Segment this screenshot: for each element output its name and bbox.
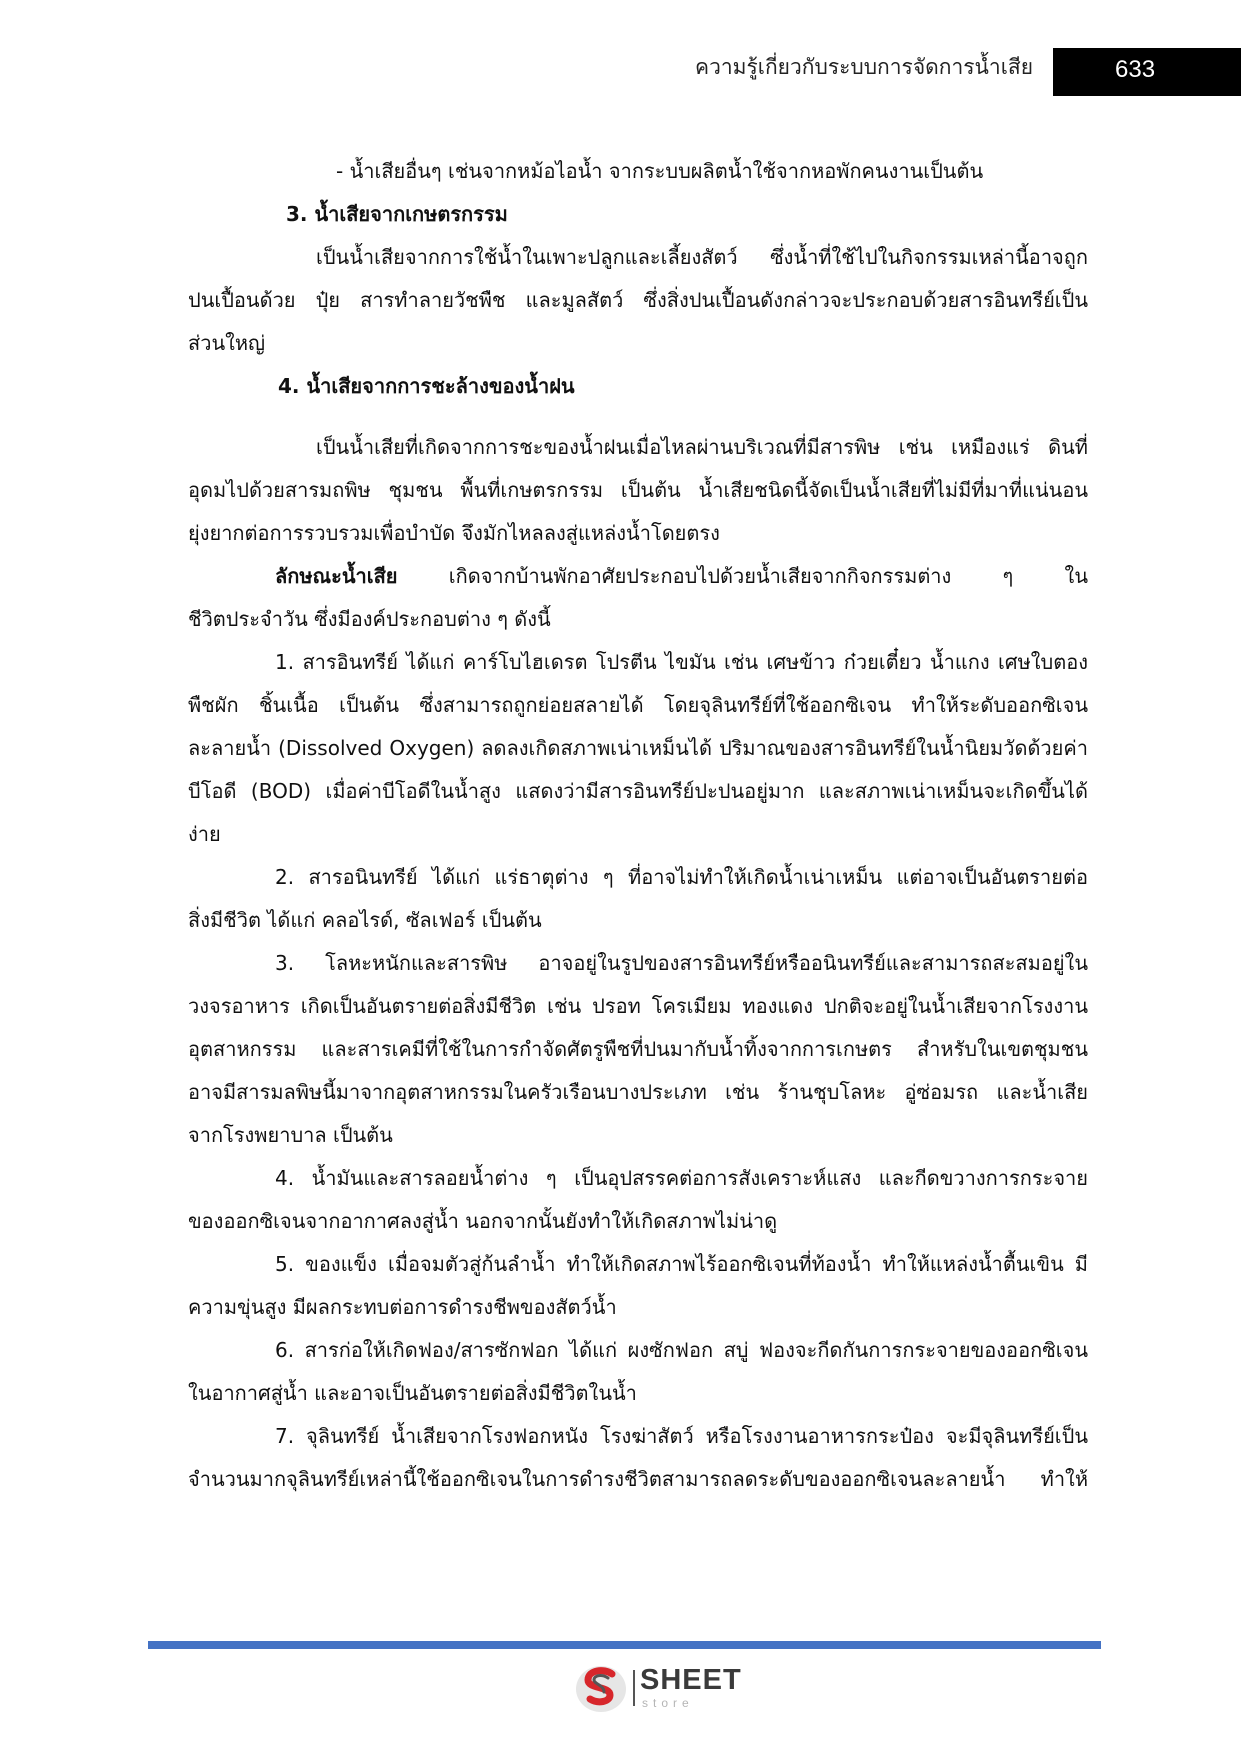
paragraph-line: เป็นน้ำเสียที่เกิดจากการชะของน้ำฝนเมื่อไหลผ่านบริเวณที่มีสารพิษ เช่น เหมืองแร่ ดินที่	[316, 435, 1088, 459]
item-5	[188, 1243, 1088, 1329]
list-item-line: 2. สารอนินทรีย์ ได้แก่ แร่ธาตุต่าง ๆ ที่อาจไม่ทำให้เกิดน้ำเน่าเหม็น แต่อาจเป็นอันตรายต่อ	[275, 865, 1088, 889]
item-7	[188, 1415, 1088, 1501]
list-item-line: วงจรอาหาร เกิดเป็นอันตรายต่อสิ่งมีชีวิต เช่น ปรอท โครเมียม ทองแดง ปกติจะอยู่ในน้ำเสียจากโรงงาน	[188, 994, 1088, 1018]
page-number: 633	[1115, 56, 1156, 83]
document-body	[188, 150, 1088, 1501]
page-number-box	[1053, 48, 1241, 96]
characteristics-text: เกิดจากบ้านพักอาศัยประกอบไปด้วยน้ำเสียจากกิจกรรมต่าง ๆ ใน	[397, 564, 1088, 588]
characteristics-line: ชีวิตประจำวัน ซึ่งมีองค์ประกอบต่าง ๆ ดังนี้	[188, 607, 551, 631]
item-6	[188, 1329, 1088, 1415]
list-item-line: พืชผัก ชิ้นเนื้อ เป็นต้น ซึ่งสามารถถูกย่อยสลายได้ โดยจุลินทรีย์ที่ใช้ออกซิเจน ทำให้ระดับออกซิเจน	[188, 693, 1088, 717]
list-item-line: 7. จุลินทรีย์ น้ำเสียจากโรงฟอกหนัง โรงฆ่าสัตว์ หรือโรงงานอาหารกระป๋อง จะมีจุลินทรีย์เป็น	[275, 1424, 1088, 1448]
sheet-store-logo	[574, 1662, 744, 1714]
item-4	[188, 1157, 1088, 1243]
running-header-title: ความรู้เกี่ยวกับระบบการจัดการน้ำเสีย	[695, 55, 1033, 79]
list-item-line: ละลายน้ำ (Dissolved Oxygen) ลดลงเกิดสภาพเน่าเหม็นได้ ปริมาณของสารอินทรีย์ในน้ำนิยมวัดด้วยค่า	[188, 736, 1088, 760]
list-item-line: 4. น้ำมันและสารลอยน้ำต่าง ๆ เป็นอุปสรรคต่อการสังเคราะห์แสง และกีดขวางการกระจาย	[275, 1166, 1088, 1190]
paragraph-3	[188, 236, 1088, 365]
logo-subtext: store	[642, 1696, 694, 1710]
paragraph-line: เป็นน้ำเสียจากการใช้น้ำในเพาะปลูกและเลี้ยงสัตว์ ซึ่งน้ำที่ใช้ไปในกิจกรรมเหล่านี้อาจถูก	[316, 245, 1088, 269]
characteristics-line	[188, 555, 1088, 598]
list-item-line: ในอากาศสู่น้ำ และอาจเป็นอันตรายต่อสิ่งมีชีวิตในน้ำ	[188, 1381, 637, 1405]
characteristics-lead: ลักษณะน้ำเสีย	[275, 564, 398, 588]
list-item-line: จากโรงพยาบาล เป็นต้น	[188, 1123, 393, 1147]
paragraph-line: ปนเปื้อนด้วย ปุ๋ย สารทำลายวัชพืช และมูลสัตว์ ซึ่งสิ่งปนเปื้อนดังกล่าวจะประกอบด้วยสารอินทรีย์เป็น	[188, 288, 1088, 312]
list-item-line: 5. ของแข็ง เมื่อจมตัวสู่ก้นลำน้ำ ทำให้เกิดสภาพไร้ออกซิเจนที่ท้องน้ำ ทำให้แหล่งน้ำตื้นเขิน มี	[275, 1252, 1088, 1276]
item-3	[188, 942, 1088, 1157]
logo-wordmark: SHEET	[640, 1664, 742, 1696]
sheet-logo-icon	[574, 1662, 628, 1714]
paragraph-line: ส่วนใหญ่	[188, 331, 266, 355]
list-item-line: ความขุ่นสูง มีผลกระทบต่อการดำรงชีพของสัตว์น้ำ	[188, 1295, 617, 1319]
list-item-line: บีโอดี (BOD) เมื่อค่าบีโอดีในน้ำสูง แสดงว่ามีสารอินทรีย์ปะปนอยู่มาก และสภาพเน่าเหม็นจะเกิดขึ้นได้	[188, 779, 1088, 803]
list-item-line: อุตสาหกรรม และสารเคมีที่ใช้ในการกำจัดศัตรูพืชที่ปนมากับน้ำทิ้งจากการเกษตร สำหรับในเขตชุมชน	[188, 1037, 1088, 1061]
list-item-line: จำนวนมากจุลินทรีย์เหล่านี้ใช้ออกซิเจนในการดำรงชีวิตสามารถลดระดับของออกซิเจนละลายน้ำ ทำให้	[188, 1467, 1088, 1491]
list-item-line: 1. สารอินทรีย์ ได้แก่ คาร์โบไฮเดรต โปรตีน ไขมัน เช่น เศษข้าว ก๋วยเตี๋ยว น้ำแกง เศษใบตอง	[275, 650, 1088, 674]
item-1	[188, 641, 1088, 856]
paragraph-line: ยุ่งยากต่อการรวบรวมเพื่อบำบัด จึงมักไหลลงสู่แหล่งน้ำโดยตรง	[188, 521, 720, 545]
list-item-line: อาจมีสารมลพิษนี้มาจากอุตสาหกรรมในครัวเรือนบางประเภท เช่น ร้านชุบโลหะ อู่ซ่อมรถ และน้ำเสีย	[188, 1080, 1088, 1104]
footer-rule	[148, 1641, 1101, 1649]
paragraph-line: อุดมไปด้วยสารมถพิษ ชุมชน พื้นที่เกษตรกรรม เป็นต้น น้ำเสียชนิดนี้จัดเป็นน้ำเสียที่ไม่มีที่มาที่แน่นอน	[188, 478, 1088, 502]
section-heading-4: 4. น้ำเสียจากการชะล้างของน้ำฝน	[278, 374, 575, 398]
characteristics-paragraph	[188, 555, 1088, 641]
list-item-line: ของออกซิเจนจากอากาศลงสู่น้ำ นอกจากนั้นยังทำให้เกิดสภาพไม่น่าดู	[188, 1209, 778, 1233]
logo-divider	[633, 1670, 635, 1706]
bullet-line: - น้ำเสียอื่นๆ เช่นจากหม้อไอน้ำ จากระบบผลิตน้ำใช้จากหอพักคนงานเป็นต้น	[336, 159, 984, 183]
list-item-line: ง่าย	[188, 822, 221, 846]
section-heading-3: 3. น้ำเสียจากเกษตรกรรม	[286, 202, 508, 226]
list-item-line: 3. โลหะหนักและสารพิษ อาจอยู่ในรูปของสารอินทรีย์หรืออนินทรีย์และสามารถสะสมอยู่ใน	[275, 951, 1088, 975]
paragraph-4	[188, 426, 1088, 555]
list-item-line: 6. สารก่อให้เกิดฟอง/สารซักฟอก ได้แก่ ผงซักฟอก สบู่ ฟองจะกีดกันการกระจายของออกซิเจน	[275, 1338, 1088, 1362]
item-2	[188, 856, 1088, 942]
list-item-line: สิ่งมีชีวิต ได้แก่ คลอไรด์, ซัลเฟอร์ เป็นต้น	[188, 908, 542, 932]
